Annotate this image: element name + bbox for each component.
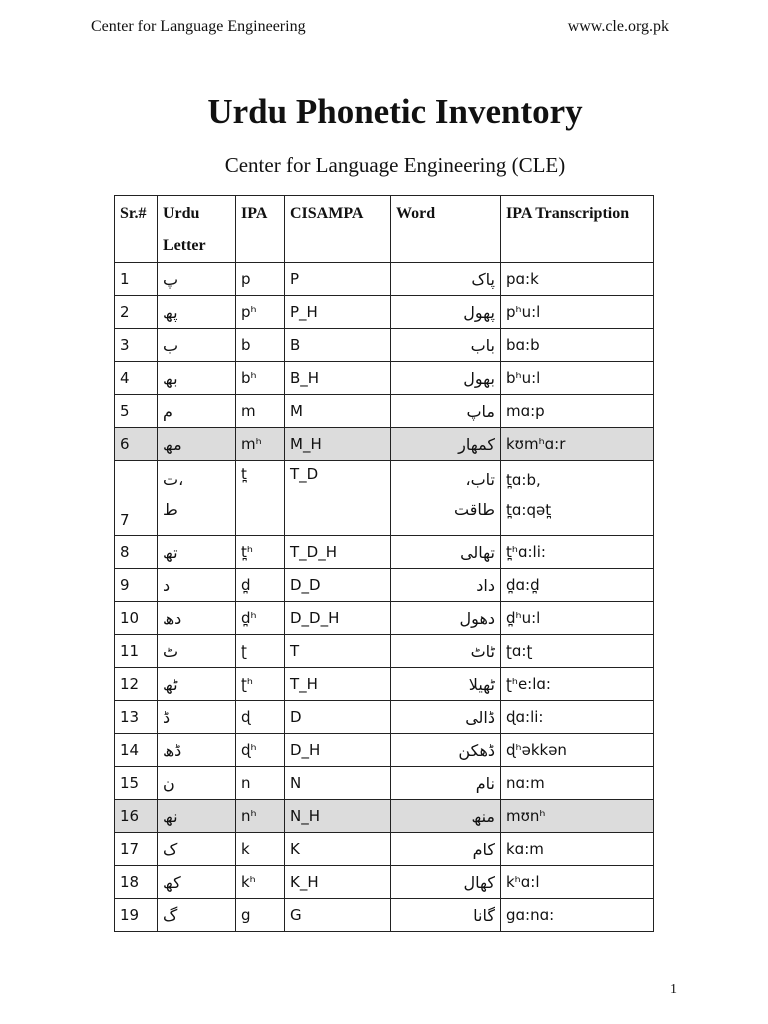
cell-ipa-transcription: ʈɑ:ʈ bbox=[501, 635, 654, 668]
page-subtitle: Center for Language Engineering (CLE) bbox=[224, 153, 566, 177]
cell-word: منھ bbox=[391, 800, 501, 833]
cell-urdu-letter: ب bbox=[158, 329, 236, 362]
cell-cisampa: P_H bbox=[285, 296, 391, 329]
cell-ipa-transcription: pʰu:l bbox=[501, 296, 654, 329]
table-row bbox=[115, 428, 654, 461]
cell-ipa: d̪ʰ bbox=[236, 602, 285, 635]
table-row bbox=[115, 395, 654, 428]
cell-cisampa: D_D bbox=[285, 569, 391, 602]
cell-sr: 18 bbox=[115, 866, 158, 899]
cell-word: کام bbox=[391, 833, 501, 866]
cell-word: نام bbox=[391, 767, 501, 800]
cell-urdu-letter: ک bbox=[158, 833, 236, 866]
cell-ipa-transcription: bʰu:l bbox=[501, 362, 654, 395]
cell-urdu-letter: بھ bbox=[158, 362, 236, 395]
page-title: Urdu Phonetic Inventory bbox=[207, 92, 583, 131]
cell-urdu-letter: ٹ bbox=[158, 635, 236, 668]
cell-ipa-transcription: bɑ:b bbox=[501, 329, 654, 362]
table-row bbox=[115, 296, 654, 329]
cell-ipa-transcription: mʊnʰ bbox=[501, 800, 654, 833]
col-header-sr: Sr.# bbox=[115, 196, 158, 263]
table-row bbox=[115, 701, 654, 734]
cell-cisampa: B_H bbox=[285, 362, 391, 395]
cell-ipa: nʰ bbox=[236, 800, 285, 833]
cell-urdu-letter: ڈھ bbox=[158, 734, 236, 767]
cell-ipa: ʈ bbox=[236, 635, 285, 668]
cell-cisampa: K bbox=[285, 833, 391, 866]
cell-urdu-letter: تھ bbox=[158, 536, 236, 569]
cell-urdu-letter: نھ bbox=[158, 800, 236, 833]
cell-sr: 17 bbox=[115, 833, 158, 866]
cell-ipa-transcription: kʊmʰɑ:r bbox=[501, 428, 654, 461]
cell-urdu-letter: پھ bbox=[158, 296, 236, 329]
cell-sr: 19 bbox=[115, 899, 158, 932]
cell-word: تاب، طاقت bbox=[391, 461, 501, 536]
cell-sr: 3 bbox=[115, 329, 158, 362]
cell-urdu-letter: ٹھ bbox=[158, 668, 236, 701]
cell-word: کھال bbox=[391, 866, 501, 899]
cell-word: پاک bbox=[391, 263, 501, 296]
cell-sr: 10 bbox=[115, 602, 158, 635]
cell-ipa: bʰ bbox=[236, 362, 285, 395]
table-row bbox=[115, 536, 654, 569]
cell-ipa: b bbox=[236, 329, 285, 362]
cell-ipa: n bbox=[236, 767, 285, 800]
header-website: www.cle.org.pk bbox=[567, 18, 669, 35]
header-organization: Center for Language Engineering bbox=[91, 18, 306, 35]
cell-sr: 6 bbox=[115, 428, 158, 461]
cell-ipa-transcription: t̪ʰɑ:li: bbox=[501, 536, 654, 569]
cell-ipa: pʰ bbox=[236, 296, 285, 329]
cell-word: دھول bbox=[391, 602, 501, 635]
cell-ipa: mʰ bbox=[236, 428, 285, 461]
table-row bbox=[115, 461, 654, 536]
cell-ipa-transcription: d̪ʰu:l bbox=[501, 602, 654, 635]
table-row bbox=[115, 734, 654, 767]
cell-ipa: ɖ bbox=[236, 701, 285, 734]
cell-ipa: g bbox=[236, 899, 285, 932]
cell-cisampa: G bbox=[285, 899, 391, 932]
cell-sr: 4 bbox=[115, 362, 158, 395]
cell-ipa: t̪ bbox=[236, 461, 285, 536]
cell-urdu-letter: گ bbox=[158, 899, 236, 932]
cell-sr: 16 bbox=[115, 800, 158, 833]
cell-word: گانا bbox=[391, 899, 501, 932]
cell-cisampa: K_H bbox=[285, 866, 391, 899]
cell-ipa-transcription: ɖɑ:li: bbox=[501, 701, 654, 734]
cell-ipa: p bbox=[236, 263, 285, 296]
table-row bbox=[115, 602, 654, 635]
cell-word: پھول bbox=[391, 296, 501, 329]
cell-cisampa: M bbox=[285, 395, 391, 428]
col-header-ipa-transcription: IPA Transcription bbox=[501, 196, 654, 263]
cell-word: ٹاٹ bbox=[391, 635, 501, 668]
cell-ipa: m bbox=[236, 395, 285, 428]
table-row bbox=[115, 362, 654, 395]
cell-word: کمھار bbox=[391, 428, 501, 461]
table-row bbox=[115, 668, 654, 701]
cell-cisampa: T_D_H bbox=[285, 536, 391, 569]
cell-ipa-transcription: t̪ɑ:b, t̪ɑ:qət̪ bbox=[501, 461, 654, 536]
cell-sr: 13 bbox=[115, 701, 158, 734]
cell-word: ڈالی bbox=[391, 701, 501, 734]
cell-sr: 12 bbox=[115, 668, 158, 701]
cell-cisampa: B bbox=[285, 329, 391, 362]
cell-ipa-transcription: gɑ:nɑ: bbox=[501, 899, 654, 932]
cell-ipa: t̪ʰ bbox=[236, 536, 285, 569]
col-header-urdu-letter: Urdu Letter bbox=[158, 196, 236, 263]
cell-word: باب bbox=[391, 329, 501, 362]
cell-sr: 15 bbox=[115, 767, 158, 800]
cell-word: داد bbox=[391, 569, 501, 602]
cell-ipa-transcription: ɖʰəkkən bbox=[501, 734, 654, 767]
table-row bbox=[115, 800, 654, 833]
cell-cisampa: N bbox=[285, 767, 391, 800]
cell-cisampa: T_D bbox=[285, 461, 391, 536]
cell-urdu-letter: دھ bbox=[158, 602, 236, 635]
col-header-word: Word bbox=[391, 196, 501, 263]
table-row bbox=[115, 329, 654, 362]
table-row bbox=[115, 569, 654, 602]
cell-urdu-letter: ت، ط bbox=[158, 461, 236, 536]
cell-cisampa: D_D_H bbox=[285, 602, 391, 635]
cell-sr: 5 bbox=[115, 395, 158, 428]
cell-sr: 9 bbox=[115, 569, 158, 602]
cell-ipa: ʈʰ bbox=[236, 668, 285, 701]
table-row bbox=[115, 899, 654, 932]
cell-cisampa: N_H bbox=[285, 800, 391, 833]
cell-ipa: kʰ bbox=[236, 866, 285, 899]
table-row bbox=[115, 767, 654, 800]
cell-ipa-transcription: pɑ:k bbox=[501, 263, 654, 296]
table-header-row bbox=[115, 196, 654, 263]
cell-sr: 7 bbox=[115, 461, 158, 536]
cell-ipa-transcription: kʰɑ:l bbox=[501, 866, 654, 899]
cell-urdu-letter: کھ bbox=[158, 866, 236, 899]
cell-cisampa: M_H bbox=[285, 428, 391, 461]
cell-sr: 14 bbox=[115, 734, 158, 767]
cell-urdu-letter: م bbox=[158, 395, 236, 428]
col-header-cisampa: CISAMPA bbox=[285, 196, 391, 263]
cell-urdu-letter: د bbox=[158, 569, 236, 602]
cell-ipa: k bbox=[236, 833, 285, 866]
table-row bbox=[115, 635, 654, 668]
cell-ipa: ɖʰ bbox=[236, 734, 285, 767]
cell-word: ڈھکن bbox=[391, 734, 501, 767]
page-number: 1 bbox=[670, 982, 677, 997]
cell-urdu-letter: مھ bbox=[158, 428, 236, 461]
cell-urdu-letter: ن bbox=[158, 767, 236, 800]
table-row bbox=[115, 866, 654, 899]
cell-cisampa: P bbox=[285, 263, 391, 296]
cell-sr: 1 bbox=[115, 263, 158, 296]
cell-ipa-transcription: ʈʰe:lɑ: bbox=[501, 668, 654, 701]
cell-urdu-letter: پ bbox=[158, 263, 236, 296]
cell-word: ماپ bbox=[391, 395, 501, 428]
cell-cisampa: T bbox=[285, 635, 391, 668]
cell-urdu-letter: ڈ bbox=[158, 701, 236, 734]
cell-ipa-transcription: d̪ɑ:d̪ bbox=[501, 569, 654, 602]
cell-sr: 8 bbox=[115, 536, 158, 569]
cell-cisampa: D_H bbox=[285, 734, 391, 767]
cell-word: تھالی bbox=[391, 536, 501, 569]
cell-ipa-transcription: kɑ:m bbox=[501, 833, 654, 866]
cell-ipa-transcription: mɑ:p bbox=[501, 395, 654, 428]
cell-sr: 2 bbox=[115, 296, 158, 329]
table-row bbox=[115, 833, 654, 866]
col-header-ipa: IPA bbox=[236, 196, 285, 263]
cell-ipa: d̪ bbox=[236, 569, 285, 602]
cell-sr: 11 bbox=[115, 635, 158, 668]
cell-cisampa: T_H bbox=[285, 668, 391, 701]
cell-cisampa: D bbox=[285, 701, 391, 734]
cell-word: ٹھیلا bbox=[391, 668, 501, 701]
phonetic-table bbox=[114, 195, 654, 932]
cell-word: بھول bbox=[391, 362, 501, 395]
cell-ipa-transcription: nɑ:m bbox=[501, 767, 654, 800]
table-row bbox=[115, 263, 654, 296]
